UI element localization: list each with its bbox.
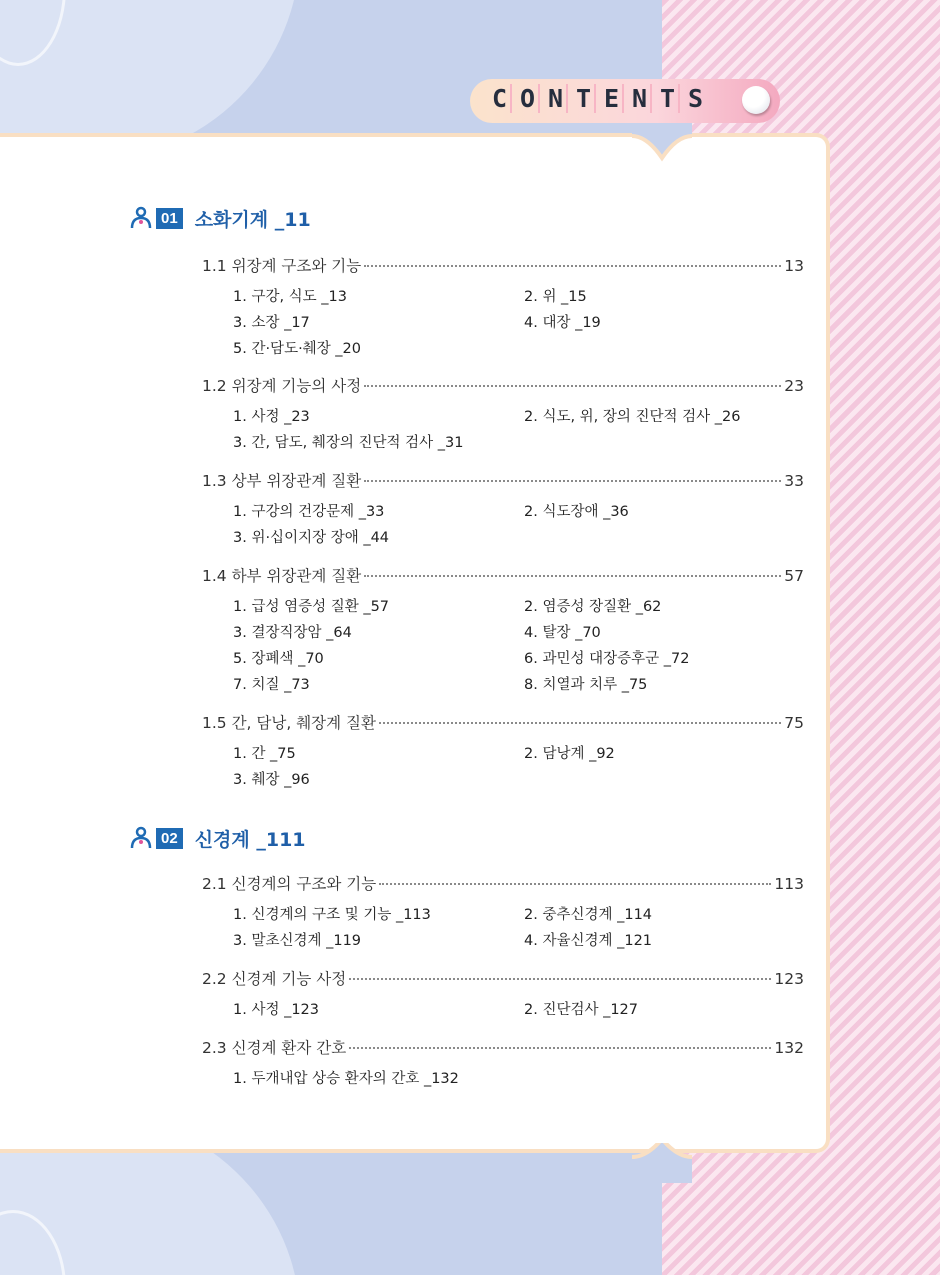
section-entry — [202, 967, 804, 989]
dot-leader — [364, 385, 781, 387]
subsection-item: 2. 식도장애 _36 — [524, 504, 629, 520]
section-page: 75 — [784, 714, 804, 732]
contents-panel — [0, 133, 830, 1153]
subsection-item: 2. 담낭계 _92 — [524, 746, 615, 762]
subsection-item: 4. 자율신경계 _121 — [524, 933, 653, 949]
subsection-item: 4. 탈장 _70 — [524, 625, 601, 641]
subsection-item: 1. 사정 _123 — [233, 1002, 319, 1018]
section-page: 33 — [784, 472, 804, 490]
dot-leader — [349, 978, 771, 980]
subsection-item: 3. 위·십이지장 장애 _44 — [233, 530, 390, 546]
contents-heading — [489, 84, 711, 113]
chapter-number: 01 — [156, 208, 183, 229]
subsection-item: 1. 구강의 건강문제 _33 — [233, 504, 385, 520]
subsection-item: 1. 구강, 식도 _13 — [233, 289, 347, 305]
person-icon — [130, 206, 152, 230]
section-entry — [202, 374, 804, 396]
section-page: 57 — [784, 567, 804, 585]
subsection-item: 2. 중추신경계 _114 — [524, 907, 653, 923]
section-title: 2.3 신경계 환자 간호 — [202, 1039, 347, 1057]
section-entry — [202, 469, 804, 491]
subsection-item: 7. 치질 _73 — [233, 677, 310, 693]
contents-letter: T — [657, 84, 680, 113]
section-page: 132 — [774, 1039, 804, 1057]
section-page: 13 — [784, 257, 804, 275]
subsection-item: 1. 간 _75 — [233, 746, 296, 762]
contents-letter: E — [601, 84, 624, 113]
chapter-title: 소화기계 _11 — [194, 208, 311, 231]
subsection-item: 3. 결장직장암 _64 — [233, 625, 352, 641]
chapter-number: 02 — [156, 828, 183, 849]
dot-leader — [379, 883, 771, 885]
subsection-item: 3. 말초신경계 _119 — [233, 933, 362, 949]
subsection-item: 6. 과민성 대장증후군 _72 — [524, 651, 690, 667]
dot-leader — [364, 480, 781, 482]
subsection-item: 3. 췌장 _96 — [233, 772, 310, 788]
person-icon — [130, 826, 152, 850]
section-title: 2.1 신경계의 구조와 기능 — [202, 875, 377, 893]
section-title: 1.1 위장계 구조와 기능 — [202, 257, 362, 275]
contents-letter: C — [489, 84, 512, 113]
section-entry — [202, 564, 804, 586]
chapter-heading — [130, 203, 311, 233]
contents-letter: N — [629, 84, 652, 113]
section-title: 1.2 위장계 기능의 사정 — [202, 377, 362, 395]
subsection-item: 8. 치열과 치루 _75 — [524, 677, 648, 693]
contents-letter: S — [687, 84, 704, 113]
subsection-item: 1. 신경계의 구조 및 기능 _113 — [233, 907, 431, 923]
subsection-item: 3. 간, 담도, 췌장의 진단적 검사 _31 — [233, 435, 464, 451]
contents-letter: N — [545, 84, 568, 113]
panel-notch — [632, 1143, 692, 1183]
section-title: 2.2 신경계 기능 사정 — [202, 970, 347, 988]
section-entry — [202, 872, 804, 894]
subsection-item: 1. 사정 _23 — [233, 409, 310, 425]
section-title: 1.3 상부 위장관계 질환 — [202, 472, 362, 490]
section-page: 113 — [774, 875, 804, 893]
dot-leader — [364, 265, 781, 267]
section-page: 123 — [774, 970, 804, 988]
dot-leader — [379, 722, 781, 724]
chapter-heading — [130, 823, 306, 853]
section-title: 1.5 간, 담낭, 췌장계 질환 — [202, 714, 376, 732]
section-entry — [202, 254, 804, 276]
dot-leader — [364, 575, 781, 577]
section-page: 23 — [784, 377, 804, 395]
subsection-item: 5. 장폐색 _70 — [233, 651, 324, 667]
subsection-item: 2. 위 _15 — [524, 289, 587, 305]
dot-leader — [349, 1047, 771, 1049]
section-entry — [202, 1036, 804, 1058]
subsection-item: 4. 대장 _19 — [524, 315, 601, 331]
chapter-title: 신경계 _111 — [194, 828, 306, 851]
subsection-item: 2. 염증성 장질환 _62 — [524, 599, 662, 615]
section-title: 1.4 하부 위장관계 질환 — [202, 567, 362, 585]
subsection-item: 3. 소장 _17 — [233, 315, 310, 331]
subsection-item: 1. 두개내압 상승 환자의 간호 _132 — [233, 1071, 459, 1087]
section-entry — [202, 711, 804, 733]
subsection-item: 2. 진단검사 _127 — [524, 1002, 639, 1018]
subsection-item: 1. 급성 염증성 질환 _57 — [233, 599, 390, 615]
subsection-item: 5. 간·담도·췌장 _20 — [233, 341, 362, 357]
panel-notch — [632, 122, 692, 162]
contents-letter: O — [517, 84, 540, 113]
subsection-item: 2. 식도, 위, 장의 진단적 검사 _26 — [524, 409, 741, 425]
contents-letter: T — [573, 84, 596, 113]
pearl-icon — [742, 86, 770, 114]
